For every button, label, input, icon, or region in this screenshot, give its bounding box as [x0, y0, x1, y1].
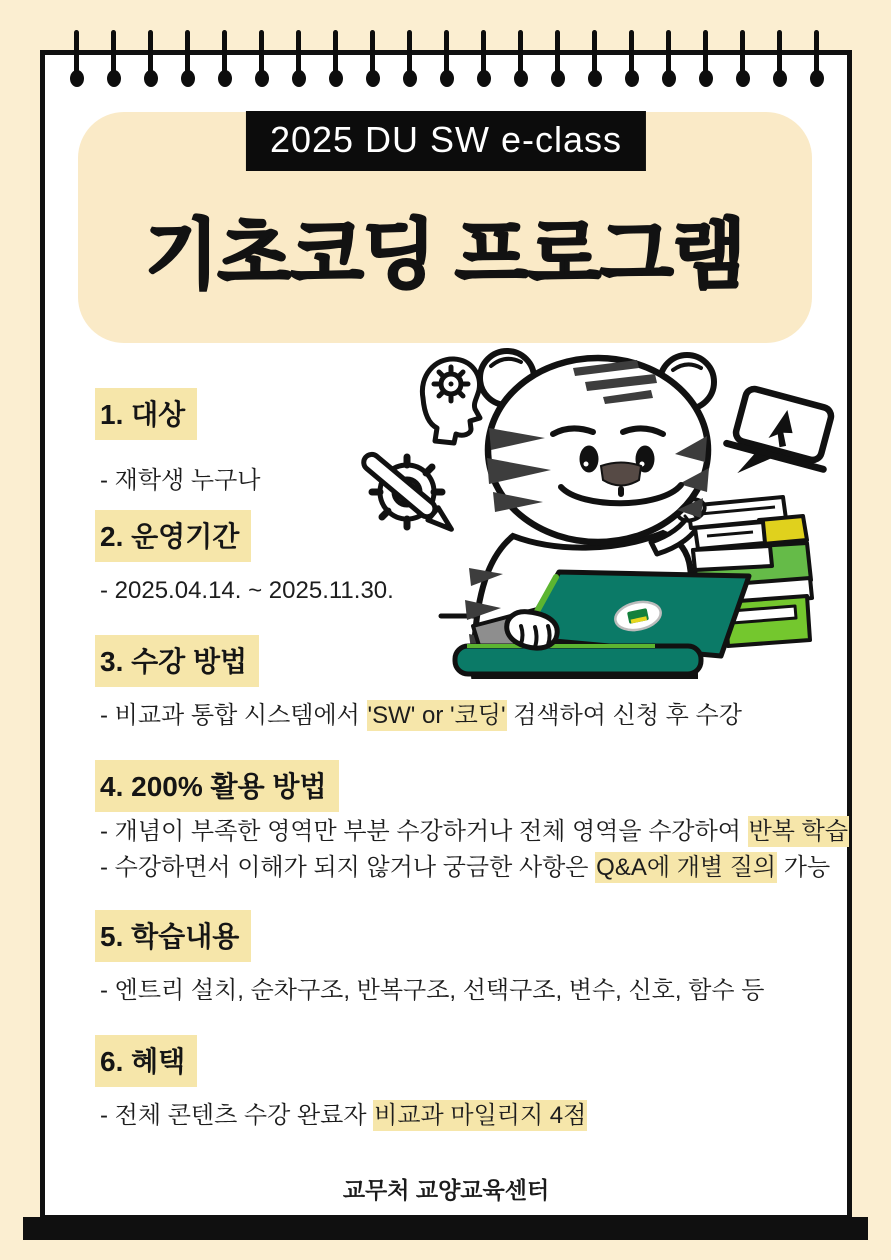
- illustration: [355, 340, 855, 690]
- spiral-pin: [773, 30, 787, 88]
- section-heading: 4. 200% 활용 방법: [95, 760, 339, 812]
- page-shadow-bar: [23, 1217, 868, 1240]
- section-heading: 5. 학습내용: [95, 910, 251, 962]
- nose: [601, 463, 641, 486]
- spiral-pin: [810, 30, 824, 88]
- spiral-pin: [588, 30, 602, 88]
- tiger-head: [480, 351, 714, 542]
- spiral-pin: [255, 30, 269, 88]
- section-heading: 6. 혜택: [95, 1035, 197, 1087]
- spiral-pin: [403, 30, 417, 88]
- body-line-1: - 개념이 부족한 영역만 부분 수강하거나 전체 영역을 수강하여 반복 학습: [100, 818, 849, 845]
- spiral-pin: [514, 30, 528, 88]
- spiral-binding: [70, 30, 824, 88]
- section-4-usage: [95, 760, 339, 812]
- body-line-2: - 수강하면서 이해가 되지 않거나 궁금한 사항은 Q&A에 개별 질의 가능: [100, 854, 831, 881]
- spiral-pin: [107, 30, 121, 88]
- gear-pencil-icon: [360, 451, 456, 535]
- spiral-pin: [477, 30, 491, 88]
- section-6-benefits: [95, 1035, 197, 1087]
- poster-title: 기초코딩 프로그램: [145, 213, 745, 298]
- section-2-body: - 2025.04.14. ~ 2025.11.30.: [100, 577, 394, 604]
- section-5-body: - 엔트리 설치, 순차구조, 반복구조, 선택구조, 변수, 신호, 함수 등: [100, 977, 765, 1004]
- head-gear-icon: [422, 359, 480, 443]
- section-heading: 2. 운영기간: [95, 510, 251, 562]
- spiral-pin: [144, 30, 158, 88]
- section-6-body: - 전체 콘텐츠 수강 완료자 비교과 마일리지 4점: [100, 1102, 587, 1129]
- spiral-pin: [218, 30, 232, 88]
- spiral-pin: [625, 30, 639, 88]
- spiral-pin: [699, 30, 713, 88]
- spiral-pin: [292, 30, 306, 88]
- left-eye: [580, 446, 599, 473]
- section-3-body: - 비교과 통합 시스템에서 'SW' or '코딩' 검색하여 신청 후 수강: [100, 702, 742, 729]
- spiral-pin: [366, 30, 380, 88]
- section-1-body: - 재학생 누구나: [100, 467, 261, 494]
- section-2-period: [95, 510, 251, 562]
- subtitle-badge: 2025 DU SW e-class: [246, 111, 646, 171]
- section-5-contents: [95, 910, 251, 962]
- footer-org: 교무처 교양교육센터: [342, 1177, 550, 1203]
- spiral-pin: [662, 30, 676, 88]
- spiral-pin: [70, 30, 84, 88]
- spiral-pin: [736, 30, 750, 88]
- monitor-cursor-icon: [720, 385, 839, 494]
- section-3-how-to-enroll: [95, 635, 259, 687]
- spiral-pin: [551, 30, 565, 88]
- section-heading: 1. 대상: [95, 388, 197, 440]
- spiral-pin: [181, 30, 195, 88]
- spiral-pin: [329, 30, 343, 88]
- tiger-left-paw: [507, 612, 557, 648]
- section-4-body: [100, 814, 849, 886]
- section-1-target: [95, 388, 197, 440]
- spiral-pin: [440, 30, 454, 88]
- section-heading: 3. 수강 방법: [95, 635, 259, 687]
